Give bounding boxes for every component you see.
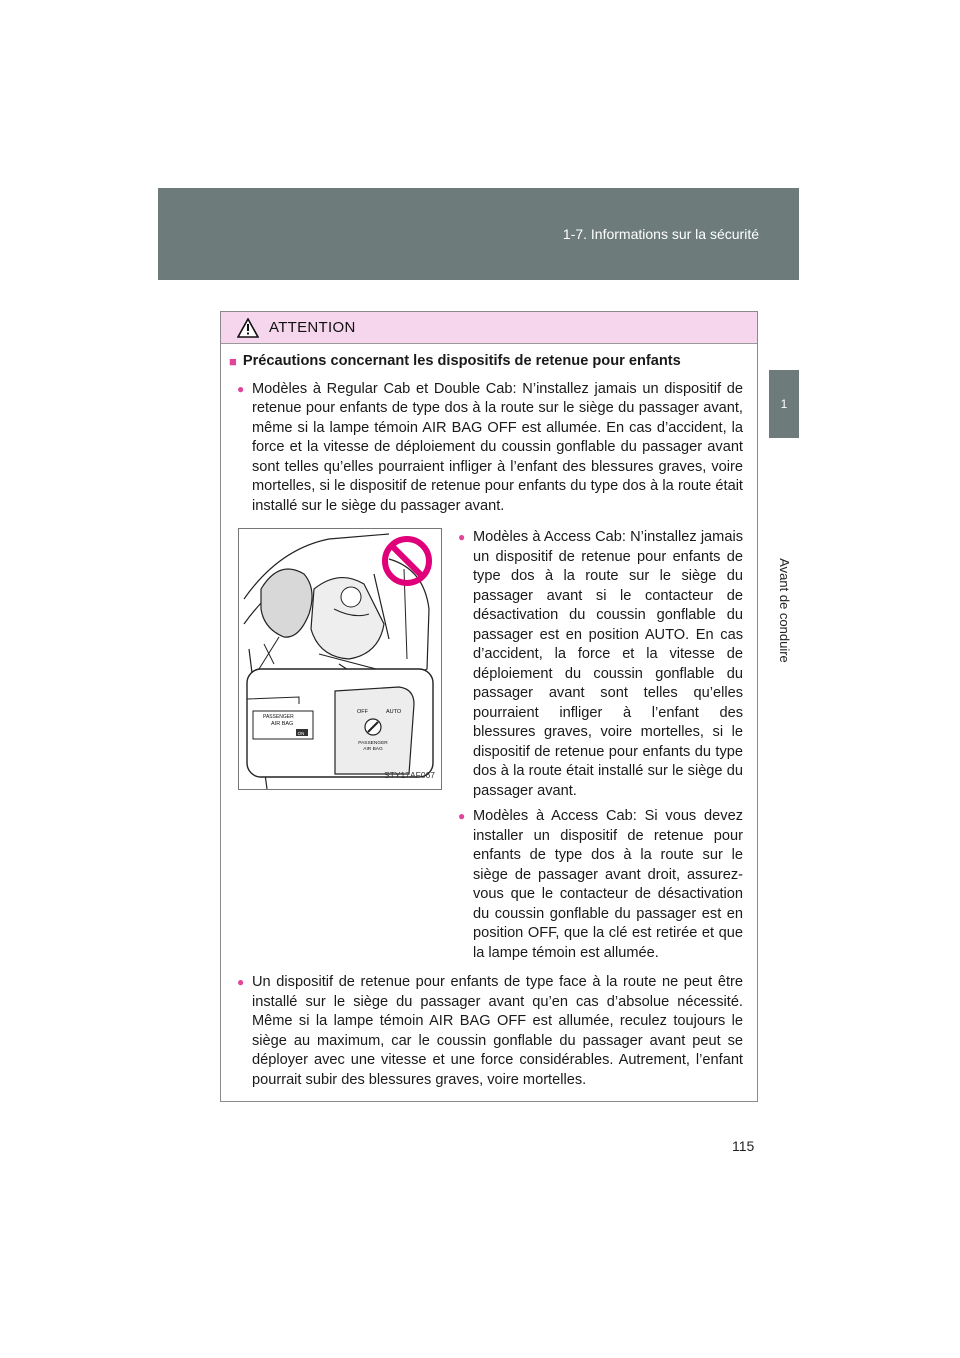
warning-box (220, 311, 758, 1102)
warning-triangle-icon (237, 318, 259, 338)
switch-off-label: OFF (357, 709, 368, 715)
warning-title: ATTENTION (269, 319, 356, 336)
list-item-text: Modèles à Access Cab: Si vous devez installer un dispositif de retenue pour enfants de type dos à la route sur le siège de passager avant droit, assurez-vous que le contacteur de désactivation du coussin gonflable du passager est en position OFF, que la clé est retirée et que la lampe témoin est allumée. (473, 808, 743, 961)
chapter-tab (769, 370, 799, 438)
list-item (458, 807, 743, 963)
page-number: 115 (732, 1138, 755, 1154)
chapter-title: Avant de conduire (776, 557, 792, 663)
illustration-row (225, 528, 743, 969)
illustration-drawing (239, 529, 441, 789)
bullet-icon: ● (458, 809, 466, 823)
bullet-icon: ● (237, 381, 245, 396)
switch-auto-label: AUTO (386, 709, 402, 715)
right-column (458, 528, 743, 969)
illustration-child-seat (238, 528, 442, 790)
lamp-indicator: ON (297, 731, 305, 736)
list-item (237, 380, 743, 517)
header-band (158, 188, 799, 280)
lamp-label-1: PASSENGER (263, 714, 294, 720)
warning-header (221, 312, 757, 344)
square-bullet-icon: ■ (229, 354, 237, 369)
illustration-column (238, 528, 450, 969)
switch-label-2: AIR BAG (363, 747, 383, 752)
warning-body (221, 352, 757, 1090)
list-item-text: Modèles à Regular Cab et Double Cab: N’installez jamais un dispositif de retenue pour enfants de type dos à la route sur le siège du passager avant, même si la lampe témoin AIR BAG OFF est allumée. En cas d’accident, la force et la vitesse de déploiement du coussin gonflable du passager avant sont telles qu’elles pourraient infliger à l’enfant des blessures graves, voire mortelles, si le dispositif de retenue pour enfants du type dos à la route était installé sur le siège du passager avant. (252, 380, 743, 514)
lamp-label-2: AIR BAG (271, 721, 294, 727)
list-item (237, 973, 743, 1090)
list-item-text: Un dispositif de retenue pour enfants de type face à la route ne peut être installé sur le siège du passager avant qu’en cas d’absolue nécessité. Même si la lampe témoin AIR BAG OFF est allumée, reculez toujours le siège au maximum, car le coussin gonflable du passager avant peut se déployer avec une vitesse et une force considérables. Autrement, l’enfant pourrait subir des blessures graves, voire mortelles. (252, 974, 743, 1088)
list-item-text: Modèles à Access Cab: N’installez jamais un dispositif de retenue pour enfants de type dos à la route sur le siège du passager avant si le contacteur de désactivation du coussin gonflable du passager est en position AUTO. En cas d’accident, la force et la vitesse de déploiement du coussin gonflable du passager avant sont telles qu’elles pourraient infliger à l’enfant des blessures graves, voire mortelles, si le dispositif de retenue pour enfants du type dos à la route était installé sur le siège du passager avant. (473, 529, 743, 799)
warning-heading-text: Précautions concernant les dispositifs de retenue pour enfants (242, 353, 681, 369)
warning-heading (229, 352, 743, 372)
bullet-icon: ● (237, 975, 245, 989)
list-item (458, 528, 743, 801)
bullet-icon: ● (458, 530, 466, 544)
chapter-side-label (766, 520, 802, 700)
switch-label-1: PASSENGER (358, 741, 388, 746)
illustration-code: STY17AF067 (383, 769, 435, 780)
section-title: 1-7. Informations sur la sécurité (562, 226, 759, 242)
chapter-number: 1 (780, 397, 788, 411)
